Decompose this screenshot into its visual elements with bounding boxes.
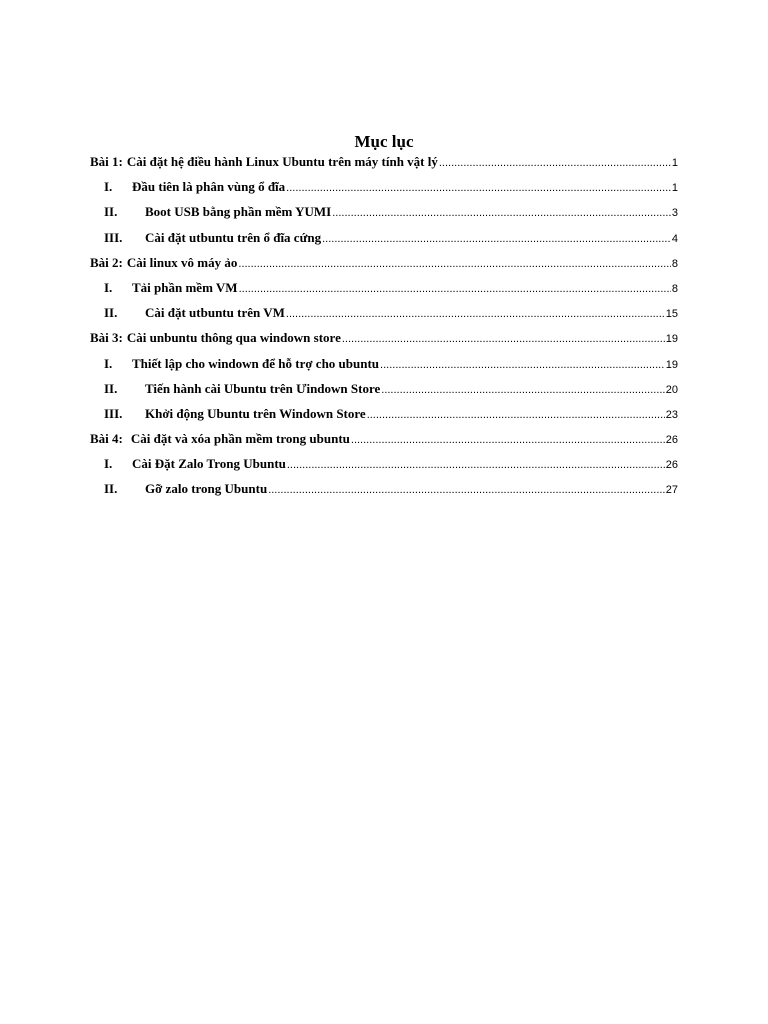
toc-entry-1-i[interactable] (90, 177, 678, 202)
toc-entry-number: Bài 1: (90, 154, 123, 169)
toc-page-number: 15 (665, 308, 678, 321)
toc-entry-text: Cài unbuntu thông qua windown store (126, 330, 341, 346)
toc-entry-number: II. (104, 380, 118, 396)
toc-entry-number: Bài 3: (90, 330, 123, 346)
toc-entry-text: Cài đặt và xóa phần mềm trong ubuntu (130, 431, 350, 447)
toc-entry-number: II. (104, 204, 118, 220)
toc-dot-leader (439, 153, 671, 173)
toc-dot-leader (342, 329, 665, 349)
toc-page-number: 19 (665, 333, 678, 346)
toc-dot-leader (286, 304, 665, 324)
toc-dot-leader (287, 455, 665, 475)
toc-entry-2-i[interactable] (90, 278, 678, 303)
toc-entry-text: Cài đặt utbuntu trên ổ đĩa cứng (145, 229, 322, 245)
toc-entry-3-iii[interactable] (90, 404, 678, 429)
toc-page-number: 8 (671, 282, 678, 295)
toc-entry-3-ii[interactable] (90, 379, 678, 404)
toc-entry-text: Thiết lập cho windown để hỗ trợ cho ubuntu (132, 355, 380, 371)
toc-page-number: 19 (665, 358, 678, 371)
toc-dot-leader (351, 430, 665, 450)
toc-page-number: 20 (665, 383, 678, 396)
toc-dot-leader (332, 203, 671, 223)
toc-entry-text: Boot USB bằng phần mềm YUMI (145, 204, 332, 220)
toc-dot-leader (238, 254, 670, 274)
toc-entry-4-ii[interactable] (90, 479, 678, 504)
toc-entry-text: Cài linux vô máy ảo (126, 254, 238, 270)
toc-entry-number: II. (104, 481, 118, 497)
toc-entry-3-i[interactable] (90, 354, 678, 379)
toc-page-number: 8 (671, 257, 678, 270)
toc-page-number: 3 (671, 207, 678, 220)
toc-entry-text: Gỡ zalo trong Ubuntu (145, 481, 268, 497)
toc-list (90, 152, 678, 505)
toc-entry-1-ii[interactable] (90, 202, 678, 227)
toc-dot-leader (322, 229, 671, 249)
toc-entry-number: III. (104, 229, 123, 245)
toc-entry-text: Tải phần mềm VM (132, 279, 238, 295)
toc-page-number: 4 (671, 232, 678, 245)
toc-page-number: 1 (671, 182, 678, 195)
toc-page-number: 26 (665, 434, 678, 447)
toc-entry-text: Cài Đặt Zalo Trong Ubuntu (132, 456, 286, 472)
toc-entry-bai-1[interactable] (90, 152, 678, 177)
toc-dot-leader (268, 480, 665, 500)
toc-dot-leader (381, 380, 664, 400)
toc-dot-leader (239, 279, 671, 299)
toc-entry-text: Khởi động Ubuntu trên Windown Store (145, 405, 366, 421)
toc-entry-text: Đầu tiên là phân vùng ổ đĩa (132, 179, 286, 195)
toc-entry-number: I. (104, 279, 113, 295)
toc-entry-bai-4[interactable] (90, 429, 678, 454)
toc-title: Mục lục (354, 132, 414, 151)
toc-entry-number: III. (104, 405, 123, 421)
toc-entry-text: Cài đặt hệ điều hành Linux Ubuntu trên máy tính vật lý (126, 154, 438, 169)
toc-entry-bai-3[interactable] (90, 328, 678, 353)
toc-dot-leader (380, 355, 665, 375)
toc-entry-number: I. (104, 355, 113, 371)
toc-entry-1-iii[interactable] (90, 228, 678, 253)
toc-page-number: 26 (665, 459, 678, 472)
toc-page-number: 1 (671, 157, 678, 169)
toc-entry-text: Tiến hành cài Ubuntu trên Ưindown Store (145, 380, 381, 396)
toc-entry-4-i[interactable] (90, 454, 678, 479)
toc-dot-leader (286, 178, 671, 198)
toc-entry-2-ii[interactable] (90, 303, 678, 328)
toc-page-number: 27 (665, 484, 678, 497)
toc-entry-number: Bài 4: (90, 431, 123, 447)
toc-entry-text: Cài đặt utbuntu trên VM (145, 305, 285, 321)
toc-entry-number: Bài 2: (90, 254, 123, 270)
toc-entry-number: II. (104, 305, 118, 321)
toc-entry-number: I. (104, 456, 113, 472)
toc-page-number: 23 (665, 408, 678, 421)
toc-entry-bai-2[interactable] (90, 253, 678, 278)
toc-entry-number: I. (104, 179, 113, 195)
toc-dot-leader (367, 405, 665, 425)
